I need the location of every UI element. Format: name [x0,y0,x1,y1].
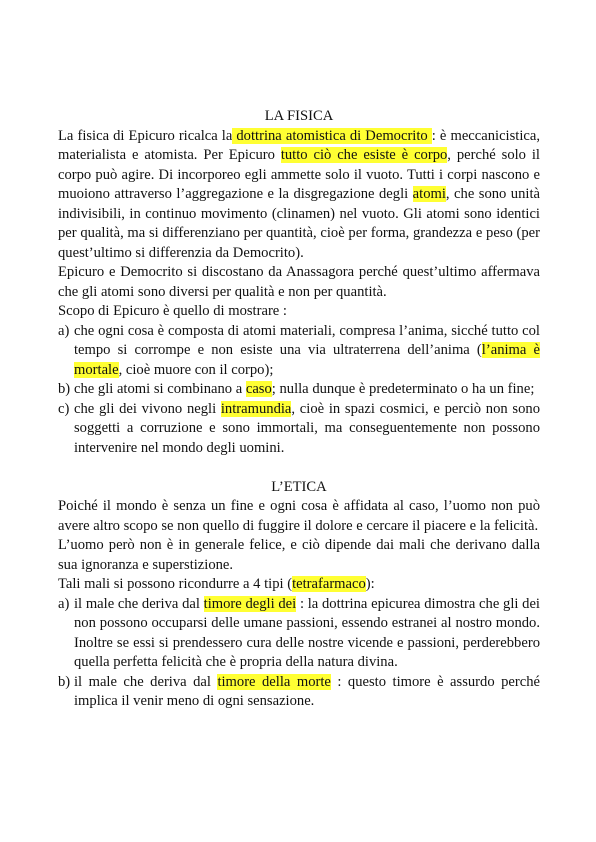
list-marker: a) [58,322,70,339]
text-run: che ogni cosa è composta di atomi materiali, compresa l’anima, sicché tutto col tempo si corrompe e non esiste una via ultraterrena dell’anima ( [74,322,540,358]
list-item-fisica-b [58,380,540,400]
text-run: , che sono unità indivisibili, in continuo movimento (clinamen) nel vuoto. Gli atomi sono identici per qualità, ma si differenziano per quantità, cioè per forma, grandezza e peso (per quest’ultimo si differenzia da Democrito). [58,186,540,261]
text-run: : la dottrina epicurea dimostra che gli dei non possono occuparsi delle umane passioni, essendo estranei al nostro mondo. Inoltre se essi si prendessero cura delle nostre vicende e passioni, perderebbero quella perfetta felicità che è propria della natura divina. [74,595,540,670]
list-marker: b) [58,673,71,690]
list-marker: b) [58,381,71,397]
list-item-etica-b [58,673,540,712]
page-content [58,107,540,712]
highlighted-term: timore degli dei [203,595,297,612]
text-run: che gli atomi si combinano a [74,381,246,397]
paragraph-infelicita: L’uomo però non è in generale felice, e ciò dipende dai mali che derivano dalla sua ignoranza e superstizione. [58,537,540,573]
section-spacer [58,458,540,478]
text-run: , cioè muore con il corpo); [118,361,274,378]
list-marker: a) [58,595,70,612]
list-item-etica-a [58,595,540,673]
text-run: ): [365,576,375,592]
text-run: : è meccanicistica, materialista e atomista. Per Epicuro [58,127,541,163]
highlighted-term: l’anima è mortale [74,342,540,378]
text-run: La fisica di Epicuro ricalca la [58,127,233,144]
highlighted-term: caso [245,381,272,397]
list-item-fisica-a [58,322,540,381]
list-item-fisica-c [58,400,540,459]
text-run: : questo timore è assurdo perché implica il venir meno di ogni sensazione. [74,673,541,709]
highlighted-term: dottrina atomistica di Democrito [232,127,432,144]
highlighted-term: intramundia [220,400,292,417]
paragraph-fisica-intro [58,127,540,264]
text-run: ; nulla dunque è predeterminato o ha un fine; [271,381,535,397]
text-run: che gli dei vivono negli [74,400,221,417]
highlighted-term: timore della morte [217,673,331,690]
section-title-fisica: LA FISICA [264,108,334,124]
paragraph-scopo: Scopo di Epicuro è quello di mostrare : [58,303,287,319]
paragraph-anassagora: Epicuro e Democrito si discostano da Anassagora perché quest’ultimo affermava che gli atomi sono diversi per qualità e non per quantità. [58,264,540,300]
highlighted-term: atomi [412,186,446,202]
text-run: il male che deriva dal [74,673,218,690]
text-run: Tali mali si possono ricondurre a 4 tipi ( [58,576,293,592]
text-run: , perché solo il corpo può agire. Di incorporeo egli ammette solo il vuoto. Tutti i corpi nascono e muoiono attraverso l’aggregazione e la disgregazione degli [58,147,540,202]
highlighted-term: tutto ciò che esiste è corpo [280,147,448,163]
paragraph-tetrafarmaco [58,575,540,595]
text-run: il male che deriva dal [74,595,204,612]
paragraph-etica-intro: Poiché il mondo è senza un fine e ogni cosa è affidata al caso, l’uomo non può avere altro scopo se non quello di fuggire il dolore e cercare il piacere e la felicità. [58,498,540,534]
section-title-etica: L’ETICA [271,478,327,495]
highlighted-term: tetrafarmaco [292,576,366,592]
list-marker: c) [58,400,70,417]
text-run: , cioè in spazi cosmici, e perciò non sono soggetti a corruzione e sono immortali, ma conseguentemente non possono intervenire nel mondo degli uomini. [74,400,540,456]
